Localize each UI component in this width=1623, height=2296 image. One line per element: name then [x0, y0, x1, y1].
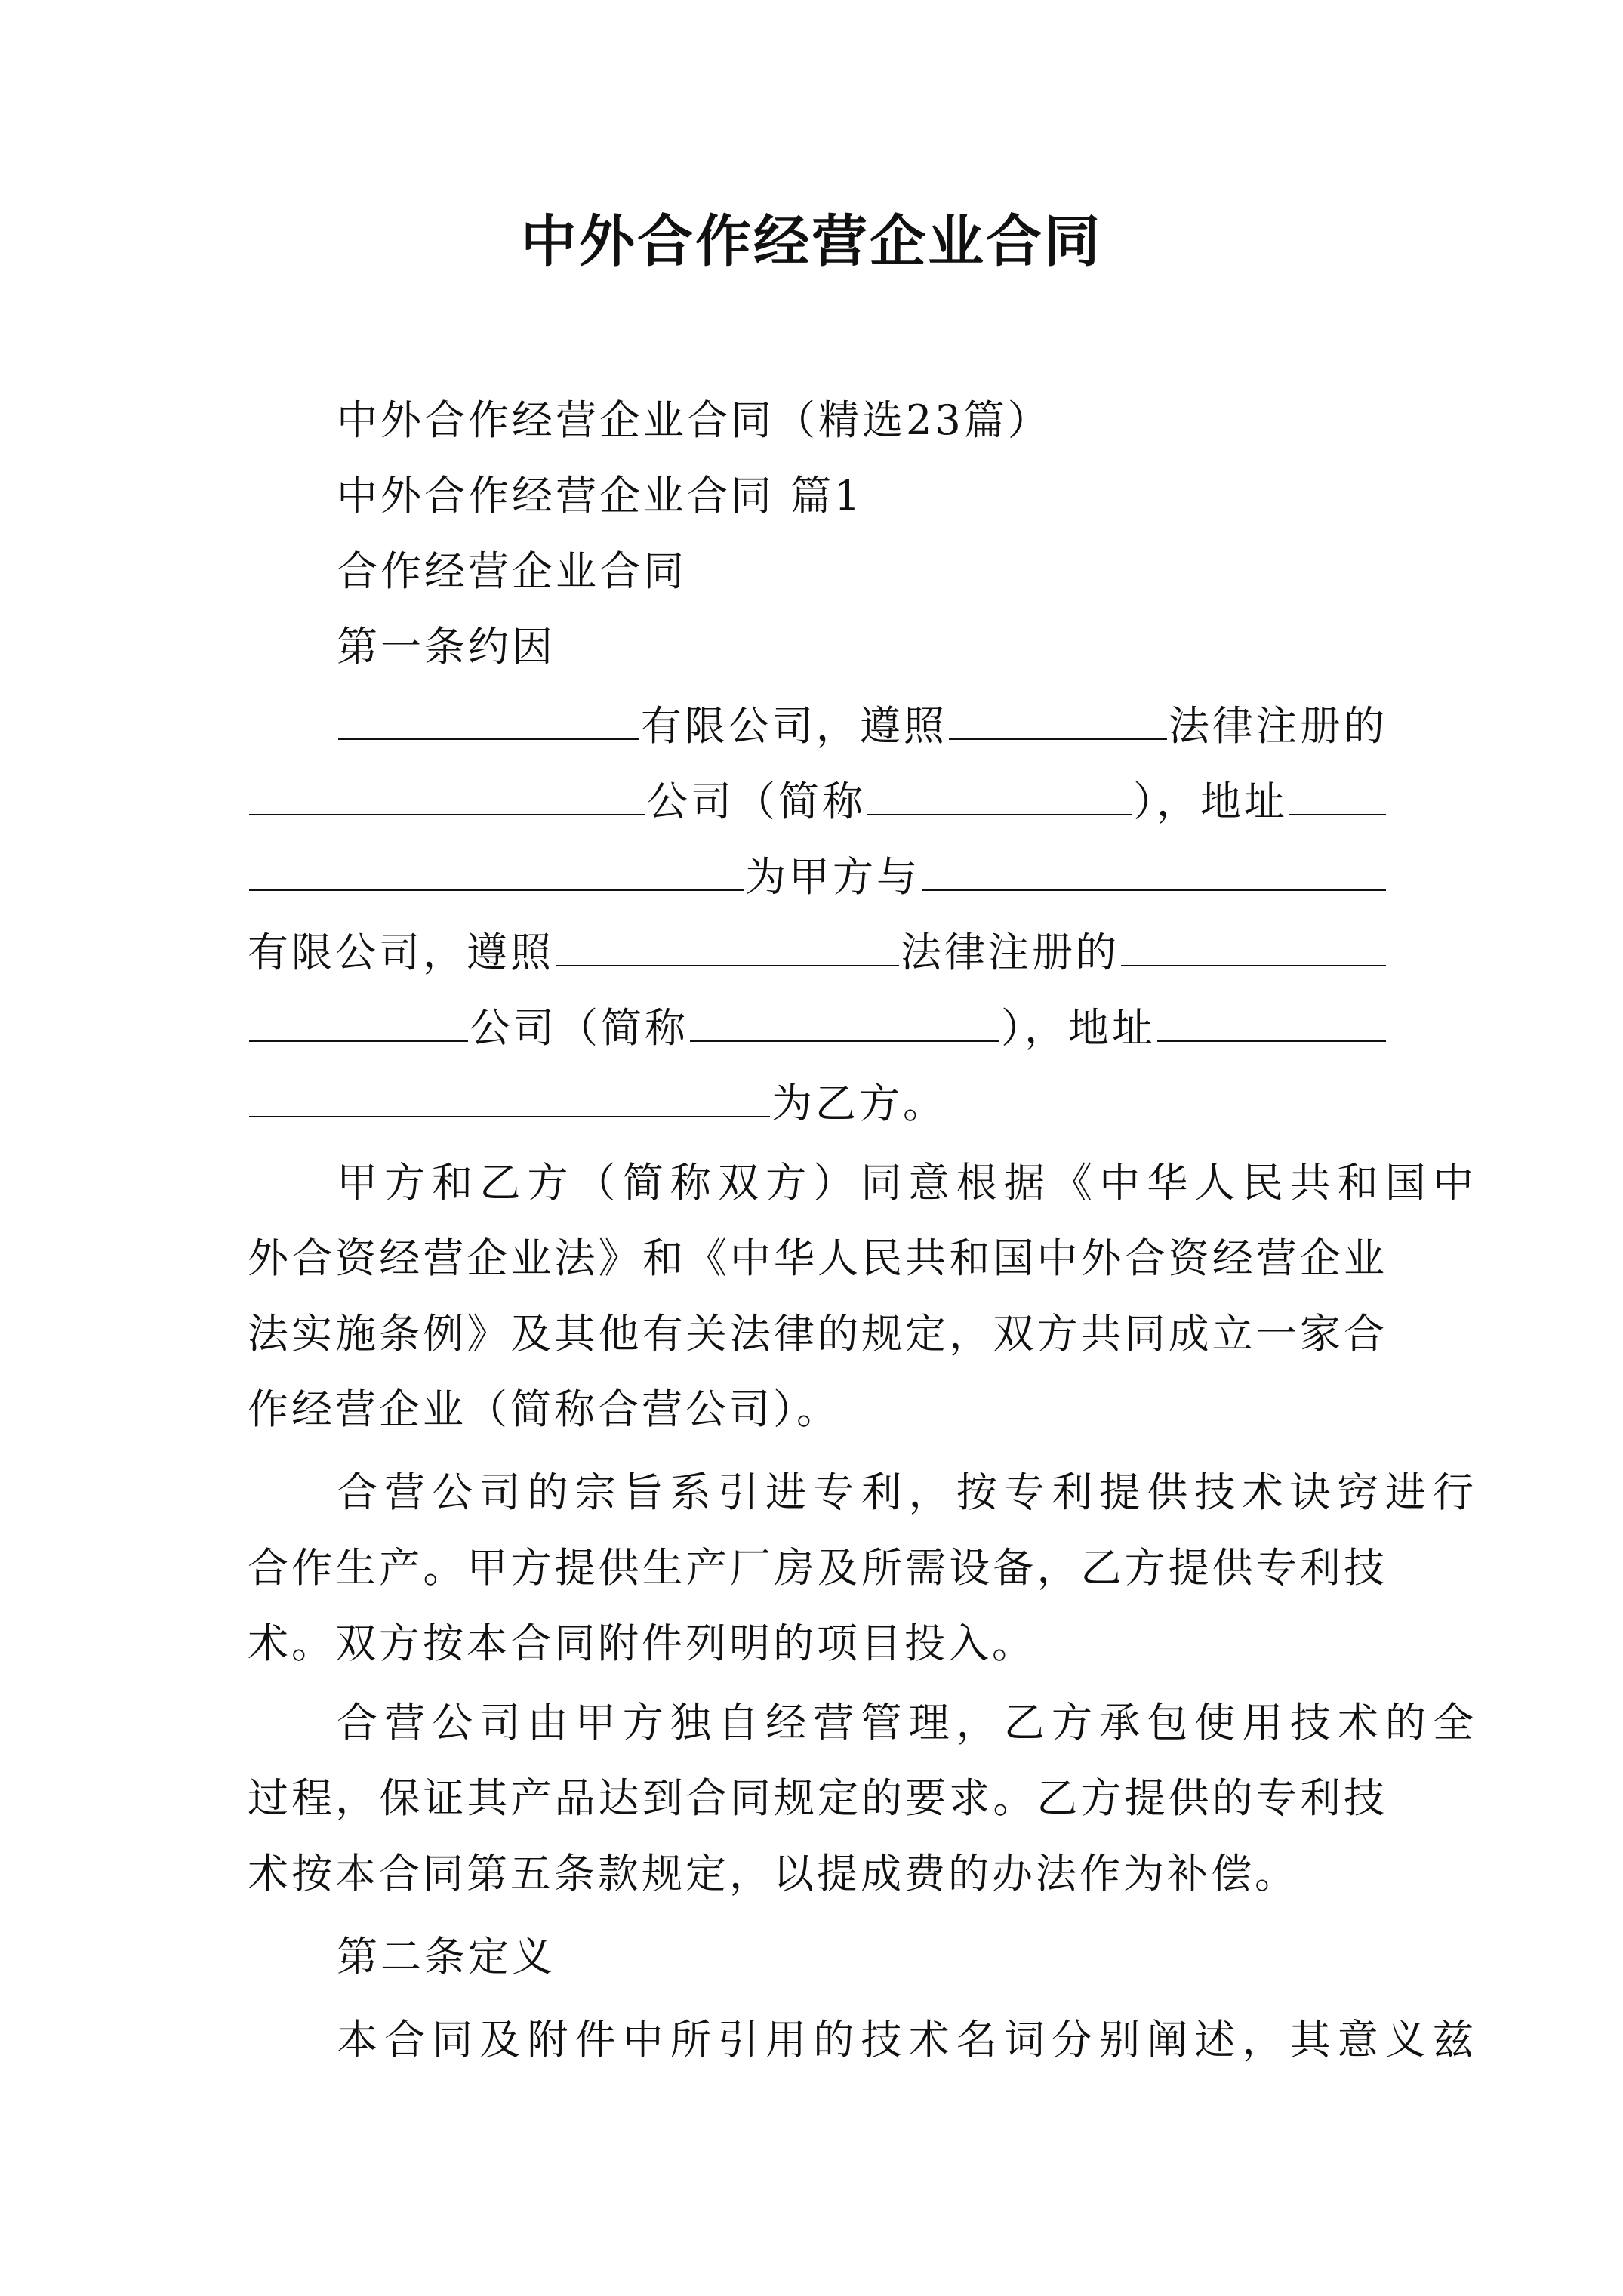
- blank-field[interactable]: [1289, 814, 1386, 815]
- document-subtitle: 中外合作经营企业合同（精选23篇）: [337, 396, 1052, 444]
- parties-text: 为乙方。: [771, 1080, 947, 1127]
- parties-text: 法律注册的: [901, 929, 1119, 976]
- parties-text: 有限公司，遵照: [640, 702, 947, 750]
- blank-field[interactable]: [249, 889, 744, 891]
- parties-text: 公司（简称: [470, 1004, 688, 1052]
- parties-line-4: [248, 915, 1387, 991]
- paragraph-line: 合营公司由甲方独自经营管理，乙方承包使用技术的全: [337, 1699, 1477, 1746]
- parties-text: 为甲方与: [745, 853, 920, 901]
- blank-field[interactable]: [690, 1040, 999, 1042]
- parties-line-5: [248, 991, 1387, 1066]
- blank-field[interactable]: [1121, 965, 1386, 966]
- blank-field[interactable]: [922, 889, 1386, 891]
- paragraph-line: 术按本合同第五条款规定，以提成费的办法作为补偿。: [248, 1850, 1298, 1897]
- paragraph-line: 法实施条例》及其他有关法律的规定，双方共同成立一家合: [248, 1310, 1387, 1358]
- paragraph-line: 合营公司的宗旨系引进专利，按专利提供技术诀窍进行: [337, 1469, 1477, 1516]
- article1-heading: 第一条约因: [337, 623, 556, 670]
- paragraph-line: 本合同及附件中所引用的技术名词分别阐述，其意义兹: [337, 2016, 1477, 2063]
- parties-line-3: [248, 840, 1387, 915]
- paragraph-line: 作经营企业（简称合营公司）。: [248, 1385, 840, 1433]
- blank-field[interactable]: [556, 965, 899, 966]
- blank-field[interactable]: [867, 814, 1132, 815]
- parties-text: ），地址: [1001, 1004, 1156, 1052]
- blank-field[interactable]: [338, 738, 639, 740]
- paragraph-line: 甲方和乙方（简称双方）同意根据《中华人民共和国中: [337, 1159, 1477, 1207]
- contract-name: 合作经营企业合同: [337, 547, 687, 595]
- blank-field[interactable]: [249, 1040, 468, 1042]
- parties-line-2: [248, 764, 1387, 840]
- document-title: 中外合作经营企业合同: [521, 209, 1102, 274]
- parties-line-6: [248, 1066, 1387, 1142]
- parties-text: ），地址: [1133, 778, 1288, 825]
- blank-field[interactable]: [249, 814, 645, 815]
- parties-text: 有限公司，遵照: [248, 929, 554, 976]
- paragraph-line: 术。双方按本合同附件列明的项目投入。: [248, 1620, 1036, 1667]
- chapter-heading: 中外合作经营企业合同 篇1: [337, 472, 864, 519]
- blank-field[interactable]: [1157, 1040, 1386, 1042]
- parties-text: 公司（简称: [647, 778, 866, 825]
- blank-field[interactable]: [249, 1116, 770, 1117]
- parties-line-1: [248, 689, 1387, 764]
- paragraph-line: 外合资经营企业法》和《中华人民共和国中外合资经营企业: [248, 1234, 1387, 1282]
- paragraph-line: 合作生产。甲方提供生产厂房及所需设备，乙方提供专利技: [248, 1544, 1387, 1592]
- parties-text: 法律注册的: [1169, 702, 1387, 750]
- paragraph-line: 过程，保证其产品达到合同规定的要求。乙方提供的专利技: [248, 1774, 1387, 1822]
- blank-field[interactable]: [949, 738, 1167, 740]
- article2-heading: 第二条定义: [337, 1933, 556, 1980]
